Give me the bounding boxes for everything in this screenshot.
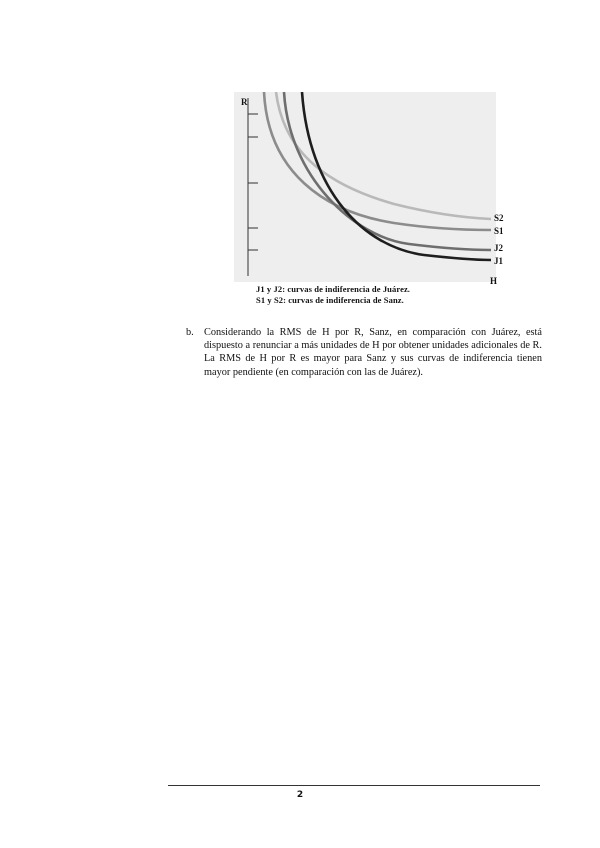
curve-label-column bbox=[494, 212, 504, 268]
indifference-curves-figure bbox=[234, 92, 496, 282]
curve-s1 bbox=[264, 92, 491, 230]
figure-caption-line: J1 y J2: curvas de indiferencia de Juárez. bbox=[256, 284, 411, 294]
curve-label-j2: J2 bbox=[494, 243, 503, 253]
curve-label-j1: J1 bbox=[494, 256, 503, 266]
x-axis-label: H bbox=[490, 276, 498, 286]
list-marker: b. bbox=[186, 327, 194, 338]
figure-caption-line: S1 y S2: curvas de indiferencia de Sanz. bbox=[256, 295, 404, 305]
curve-s2 bbox=[276, 92, 491, 219]
footer-divider bbox=[168, 785, 540, 786]
curve-label-s1: S1 bbox=[494, 226, 504, 236]
page-number: 2 bbox=[296, 790, 304, 800]
answer-paragraph bbox=[186, 326, 542, 379]
answer-text: Considerando la RMS de H por R, Sanz, en comparación con Juárez, está dispuesto a renunciar a más unidades de H por obtener unidades adicionales de R. La RMS de H por R es mayor para Sanz y sus curvas de indiferencia tienen mayor pendiente (en comparación con las de Juárez). bbox=[204, 327, 542, 378]
curve-label-s2: S2 bbox=[494, 213, 504, 223]
y-axis-label: R bbox=[241, 97, 248, 107]
figure-canvas bbox=[234, 92, 496, 282]
curve-j2 bbox=[284, 92, 491, 250]
